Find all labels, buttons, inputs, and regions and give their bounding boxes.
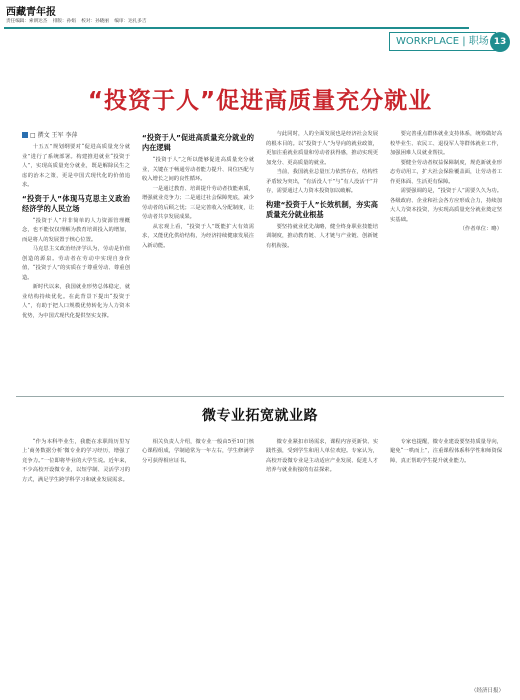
paragraph: 微专业紧扣市场需求，课程内容更新快、实践性强，受到学生和用人单位欢迎。专家认为，高校开设微专业是主动适应产业发展、促进人才培养与就业衔接的有益探索。 [266,439,378,474]
editor-info [6,18,151,24]
section-label: WORKPLACE | 职场 [389,32,496,51]
masthead [4,2,518,58]
editor-info-item: 校对：孙晓丽 [81,19,109,24]
main-headline: “投资于人”促进高质量充分就业 [87,88,433,114]
editor-info-item: 责任编辑：索朗达杰 [6,19,48,24]
masthead-band [4,27,469,29]
article2-column-4 [390,438,502,678]
paragraph: 需要强调的是，“投资于人”需要久久为功。各级政府、企业和社会各方应形成合力，持续加大人力资本投资，为实现高质量充分就业奠定坚实基础。 [390,188,502,223]
section-heading: “投资于人”促进高质量充分就业的内在逻辑 [142,133,254,152]
paragraph: 要坚持就业优先战略，健全终身职业技能培训制度，推动教育链、人才链与产业链、创新链有机衔接。 [266,223,378,249]
article2-column-1 [22,438,130,683]
paragraph: 要完善重点群体就业支持体系，统筹做好高校毕业生、农民工、退役军人等群体就业工作，加强困难人员就业帮扶。 [390,131,502,156]
section-heading: 构建“投资于人”长效机制，夯实高质量充分就业根基 [266,199,378,219]
article-column-1 [22,143,130,393]
paragraph: 十五五”规划纲要对“促进高质量充分就业”进行了系统部署。构建推进就业“投资于人”，实现高质量充分就业，既是解除民生之虑的治本之策，更是中国式现代化的价值追求。 [22,144,130,188]
paragraph: 马克思主义政治经济学认为，劳动是价值创造的源泉。劳动者在劳动中实现自身价值，“投资于人”的实质在于尊重劳动、尊重创造。 [22,246,130,281]
paragraph: 与此同时，人的全面发展也是经济社会发展的根本目的。以“投资于人”为导向的就业政策，更加注重就业质量和劳动者获得感，推动实现更加充分、更高质量的就业。 [266,131,378,166]
paragraph: “投资于人”并非简单的人力资源管理概念，也不能仅仅理解为教育培训投入的增加，而是将人的发展置于核心位置。 [22,217,130,243]
byline-mark-icon [22,132,28,138]
editor-info-item: 排版：孙娟 [52,19,76,24]
article-column-2 [142,130,254,393]
article-column-3 [266,130,378,393]
byline [22,130,77,139]
paragraph: 从宏观上看，“投资于人”既能扩大有效需求，又能优化供给结构，为经济持续健康发展注入新动能。 [142,223,254,249]
paragraph: 当前，我国就业总量压力依然存在，结构性矛盾较为突出，“有活没人干”与“有人没活干”并存，需要通过人力资本投资加以破解。 [266,169,378,194]
article2-column-2 [142,438,254,683]
paper-name: 西藏青年报 [6,7,56,18]
article2-source: （经济日报） [470,688,504,694]
paragraph: “作为本科毕业生，我能在求职简历里写上‘商务数据分析’微专业的学习经历，增强了竞争力。”一位即将毕业的大学生说。近年来，不少高校开设微专业，以短学制、灵活学习的方式，满足学生跨学科学习和就业发展需求。 [22,439,130,483]
second-headline: 微专业拓宽就业路 [202,408,318,424]
paragraph: 要健全劳动者权益保障制度，规范新就业形态劳动用工，扩大社会保险覆盖面，让劳动者工作更体面、生活更有保障。 [390,159,502,185]
byline-text: □ 撰文 王军 李萍 [30,132,78,139]
article-column-4 [390,130,502,393]
paragraph: 专家也提醒，微专业建设要坚持质量导向，避免“一哄而上”，注重课程体系科学性和师资保障，真正帮助学生提升就业能力。 [390,439,502,464]
article-divider [16,396,504,397]
page-number: 13 [490,32,510,52]
paragraph: 相关负责人介绍，微专业一般由5至10门核心课程组成，学制通常为一年左右，学生修满学分可获得相应证书。 [142,439,254,464]
paragraph: 一是通过教育、培训提升劳动者技能素质，增强就业竞争力；二是通过社会保障兜底，减少劳动者的后顾之忧；三是完善收入分配制度，让劳动者共享发展成果。 [142,185,254,220]
article-source: （作者单位：略） [459,226,502,232]
article2-column-3 [266,438,378,683]
section-heading: “投资于人”体现马克思主义政治经济学的人民立场 [22,193,130,213]
paragraph: 新时代以来，我国就业形势总体稳定，就业结构持续优化。在此背景下提出“投资于人”，有助于把人口规模优势转化为人力资本优势，为中国式现代化提供坚实支撑。 [22,284,130,319]
paragraph: “投资于人”之所以能够促进高质量充分就业，关键在于畅通劳动者能力提升、岗位匹配与收入增长之间的良性循环。 [142,157,254,182]
editor-info-item: 编审：达扎多吉 [114,19,147,24]
